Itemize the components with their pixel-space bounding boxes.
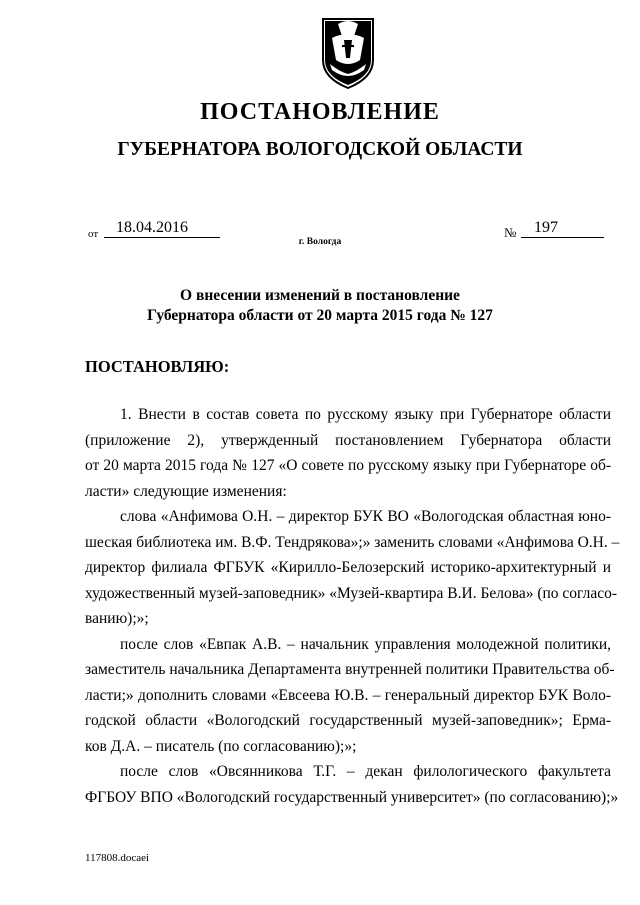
vologda-oblast-coat-of-arms-icon (320, 16, 376, 90)
body-line: директор филиала ФГБУК «Кирилло-Белозерский историко-архитектурный и (85, 559, 611, 576)
decree-word: ПОСТАНОВЛЯЮ: (85, 357, 230, 376)
body-line: после слов «Овсянникова Т.Г. – декан филологического факультета (120, 763, 611, 780)
city-label: г. Вологда (298, 237, 342, 247)
body-line: (приложение 2), утвержденный постановлением Губернатора области (85, 431, 611, 449)
document-date: 18.04.2016 (104, 219, 220, 238)
subject-line: О внесении изменений в постановление (180, 287, 460, 304)
body-line: шеская библиотека им. В.Ф. Тендрякова»;» заменить словами «Анфимова О.Н. – (85, 533, 620, 551)
body-line: слова «Анфимова О.Н. – директор БУК ВО «Вологодская областная юно- (120, 508, 611, 525)
document-title: ПОСТАНОВЛЕНИЕ (200, 99, 440, 125)
subject-line: Губернатора области от 20 марта 2015 года № 127 (147, 307, 493, 324)
body-line: ванию);»; (85, 610, 149, 627)
document-code: 117808.docaei (85, 852, 150, 864)
document-issuer: ГУБЕРНАТОРА ВОЛОГОДСКОЙ ОБЛАСТИ (117, 139, 523, 160)
body-line: ков Д.А. – писатель (по согласованию);»; (85, 737, 357, 755)
body-line: 1. Внести в состав совета по русскому языку при Губернаторе области (120, 406, 611, 423)
body-line: годской области «Вологодский государственный музей-заповедник»; Ерма- (85, 712, 611, 729)
body-line: ласти» следующие изменения: (85, 482, 287, 500)
document-subject (60, 286, 580, 326)
body-line: художественный музей-заповедник» «Музей-квартира В.И. Белова» (по согласо- (85, 584, 618, 602)
body-line: заместитель начальника Департамента внутренней политики Правительства об- (85, 661, 615, 678)
document-number: 197 (521, 219, 604, 238)
body-line: ласти;» дополнить словами «Евсеева Ю.В. – генеральный директор БУК Воло- (85, 686, 611, 704)
date-prefix: от (88, 228, 99, 240)
number-prefix: № (504, 225, 517, 240)
body-line: от 20 марта 2015 года № 127 «О совете по русскому языку при Губернаторе об- (85, 457, 611, 474)
body-line: после слов «Евпак А.В. – начальник управления молодежной политики, (120, 635, 611, 653)
document-body (85, 402, 620, 810)
body-line: ФГБОУ ВПО «Вологодский государственный университет» (по согласованию);» (85, 788, 619, 806)
